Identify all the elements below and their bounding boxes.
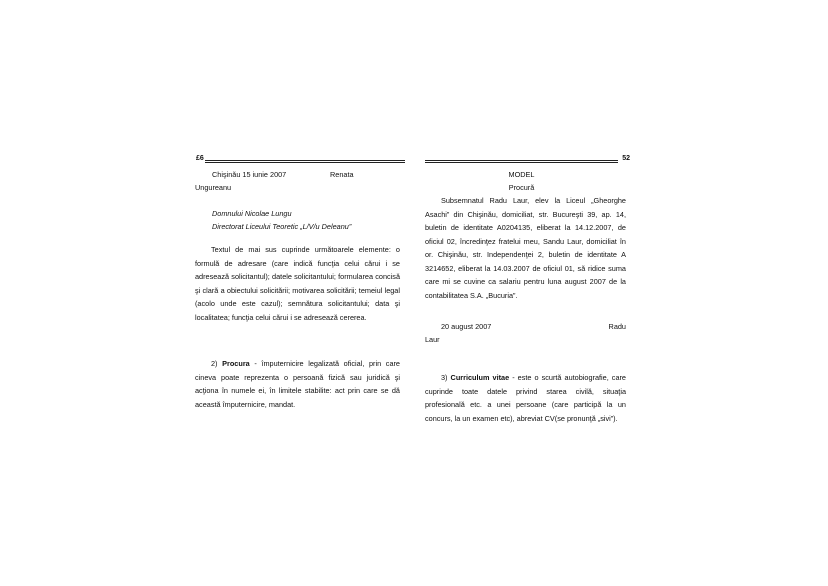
explanation-paragraph: Textul de mai sus cuprinde următoarele elemente: o formulă de adresare (care indică funcţia celui cărui i se adresează solicitantul); datele solicitantului; formularea concisă şi clară a obiectului solicitării; motivarea solicitării; temeiul legal (acolo unde este cazul); semnătura solicitantului; data şi localitatea; funcţia celui cărui i se adresează cererea.	[195, 245, 400, 322]
cv-definition	[425, 371, 626, 425]
document-title: Procură	[508, 183, 535, 192]
item-number: 2)	[211, 359, 218, 368]
signature-first-name: Radu	[608, 322, 626, 331]
addressee-line: Domnului Nicolae Lungu	[212, 209, 292, 218]
procura-definition	[195, 357, 400, 411]
signature-line	[441, 320, 626, 334]
header-rule	[205, 160, 405, 163]
term-procura: Procura	[222, 359, 250, 368]
page-number: £6	[196, 155, 204, 162]
signatory-last-name: Ungureanu	[195, 183, 232, 192]
model-label: MODEL	[508, 170, 535, 179]
addressee-institution: Directorat Liceului Teoretic „L/V/u Deleanu”	[212, 222, 352, 231]
procura-body: Subsemnatul Radu Laur, elev la Liceul „Gheorghe Asachi” din Chişinău, domiciliat, str. Bucureşti 39, ap. 14, buletin de identitate A0204135, eliberat la 14.12.2007, de oficiul 02, încredinţez fratelui meu, Sandu Laur, domiciliat în or. Chişinău, str. Independenţei 2, buletin de identitate A 3214652, eliberat la 14.03.2007 de oficiul 01, să ridice suma care mi se cuvine ca salariu pentru luna august 2007 de la contabilitatea S.A. „Bucuria”.	[425, 196, 626, 300]
right-page	[425, 0, 630, 586]
signatory-first-name: Renata	[330, 170, 354, 179]
header-rule	[425, 160, 618, 163]
signature-last-name: Laur	[425, 335, 440, 344]
page-number: 52	[622, 155, 630, 162]
procura-text: - împuternicire legalizată oficial, prin care cineva poate reprezenta o persoană fizică sau juridică şi acţiona în numele ei, în limitele stabilite: act prin care se dă această împuternicire, mandat.	[195, 359, 400, 409]
signature-date: 20 august 2007	[441, 322, 492, 331]
left-page	[195, 0, 405, 586]
item-number: 3)	[441, 373, 448, 382]
date-text: Chişinău 15 iunie 2007	[212, 170, 287, 179]
term-curriculum-vitae: Curriculum vitae	[450, 373, 510, 382]
date-line	[212, 168, 405, 182]
cv-text: - este o scurtă autobiografie, care cuprinde toate datele privind starea civilă, situaţia profesională etc. a unei persoane (care participă la un concurs, la un examen etc), abreviat CV(se pronunţă „sivi”).	[425, 373, 626, 423]
